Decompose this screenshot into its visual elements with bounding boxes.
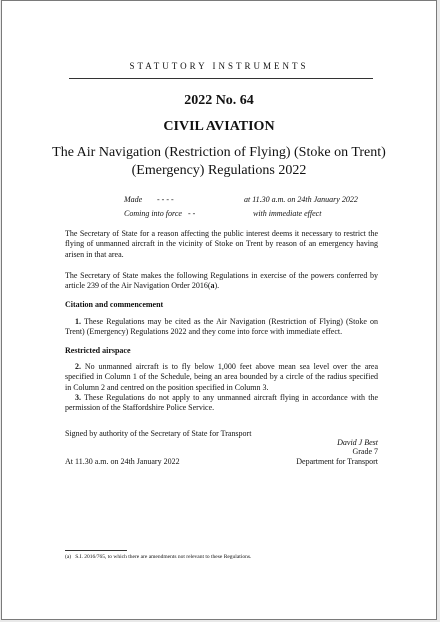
preamble-paragraph: The Secretary of State for a reason affecting the public interest deems it necessary to restrict the flying of unmanned aircraft in the vicinity of Stoke on Trent by reason of an emergency having arisen in that area. [65, 229, 378, 259]
signatory-name: David J Best [337, 438, 378, 447]
restricted-airspace-heading: Restricted airspace [65, 346, 131, 355]
signing-authority: Signed by authority of the Secretary of State for Transport [65, 429, 252, 438]
document-title: The Air Navigation (Restriction of Flying) (Stoke on Trent) (Emergency) Regulations 2022 [52, 145, 386, 178]
signatory-grade: Grade 7 [352, 447, 378, 456]
regulation-1 [65, 317, 378, 338]
regulation-1-text: These Regulations may be cited as the Air Navigation (Restriction of Flying) (Stoke on Trent) (Emergency) Regulations 2022 and they come into force with immediate effect. [65, 317, 379, 337]
made-date: at 11.30 a.m. on 24th January 2022 [244, 195, 358, 204]
regulation-2-number: 2. [75, 362, 81, 371]
enacting-text: The Secretary of State makes the following Regulations in exercise of the powers conferred by article 239 of the Air Navigation Order 2016(a). [65, 271, 378, 291]
subject-heading: CIVIL AVIATION [163, 119, 275, 134]
coming-into-force-value: with immediate effect [253, 209, 322, 218]
citation-heading: Citation and commencement [65, 300, 164, 309]
footnote-text: S.I. 2016/765, to which there are amendments not relevant to these Regulations. [75, 554, 252, 560]
made-label: Made [124, 195, 143, 204]
coming-into-force-label: Coming into force [124, 209, 182, 218]
regulation-2 [65, 362, 378, 393]
coming-into-force-dashes: - - [188, 209, 196, 218]
footnote-marker: (a) [65, 554, 72, 560]
footnote [65, 554, 378, 560]
regulation-3-number: 3. [75, 393, 81, 402]
instrument-number: 2022 No. 64 [184, 93, 254, 108]
footnote-rule [65, 550, 127, 551]
regulation-3 [65, 393, 378, 414]
regulation-3-text: These Regulations do not apply to any unmanned aircraft flying in accordance with the permission of the Staffordshire Police Service. [65, 393, 378, 413]
regulation-1-number: 1. [75, 317, 81, 326]
made-dashes: - - - - [157, 195, 174, 204]
header-rule [69, 78, 373, 79]
signature-date: At 11.30 a.m. on 24th January 2022 [65, 457, 180, 466]
regulation-2-text: No unmanned aircraft is to fly below 1,000 feet above mean sea level over the area specified in Column 1 of the Schedule, being an area bounded by a circle of the radius specified in Column 2 and centred on the position specified in Column 3. [65, 362, 379, 392]
signatory-department: Department for Transport [296, 457, 378, 466]
document-page [1, 0, 437, 620]
enacting-paragraph [65, 271, 378, 292]
series-heading: STATUTORY INSTRUMENTS [129, 61, 309, 71]
